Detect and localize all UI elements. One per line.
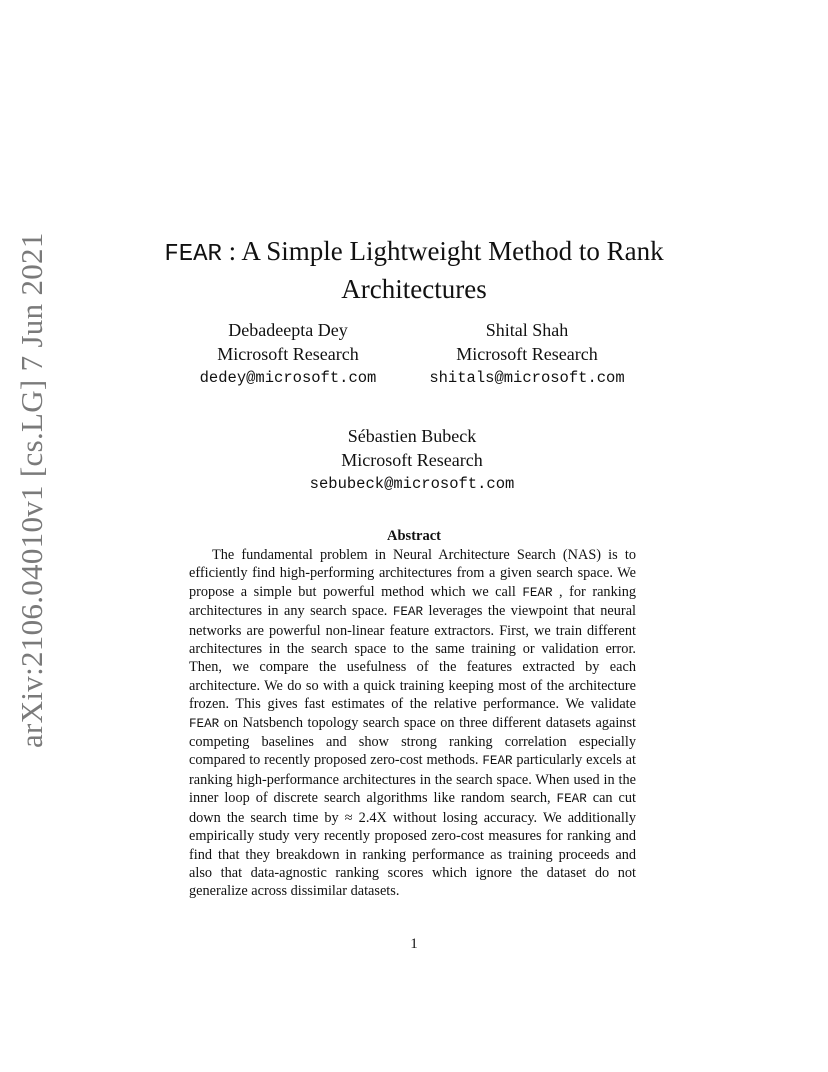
author-email[interactable]: sebubeck@microsoft.com bbox=[309, 475, 515, 493]
author-name: Debadeepta Dey bbox=[228, 320, 348, 340]
author-email[interactable]: dedey@microsoft.com bbox=[199, 369, 377, 387]
author-affiliation: Microsoft Research bbox=[217, 344, 359, 364]
author-block-1 bbox=[168, 318, 408, 390]
title-line-1-text: : A Simple Lightweight Method to Rank bbox=[221, 236, 664, 266]
abstract-text: can cut down the search time by ≈ 2.4X without losing accuracy. We additionally empirically study very recently proposed zero-cost measures for ranking and find that they breakdown in ranking performance as training proceeds and also that data-agnostic ranking scores which ignore the dataset do not generalize across dissimilar datasets. bbox=[189, 790, 636, 900]
paper-title bbox=[0, 234, 828, 306]
title-line-1 bbox=[0, 234, 828, 272]
author-affiliation: Microsoft Research bbox=[456, 344, 598, 364]
abstract-heading: Abstract bbox=[387, 528, 441, 544]
author-email[interactable]: shitals@microsoft.com bbox=[429, 369, 625, 387]
abstract-text: leverages the viewpoint that neural networks are powerful non-linear feature extractors. First, we train different architectures in the search space to the same training or validation error. Then, we compare the usefulness of the features extracted by each architecture. We do so with a quick training keeping most of the architecture frozen. This gives fast estimates of the relative performance. We validate bbox=[189, 603, 637, 713]
page-number: 1 bbox=[410, 936, 418, 952]
author-affiliation: Microsoft Research bbox=[341, 450, 483, 470]
method-name: FEAR bbox=[556, 792, 587, 807]
method-name: FEAR bbox=[189, 716, 220, 731]
abstract-body bbox=[189, 546, 636, 901]
method-name: FEAR bbox=[392, 605, 424, 620]
author-name: Sébastien Bubeck bbox=[347, 426, 477, 446]
author-block-3 bbox=[290, 424, 534, 496]
abstract-text: , for ranking architectures in any search space. bbox=[189, 583, 636, 620]
author-block-2 bbox=[405, 318, 649, 390]
abstract-text: particularly excels at ranking high-performance architectures in the search space. When used in the inner loop of discrete search algorithms like random search, bbox=[189, 752, 637, 807]
arxiv-identifier: arXiv:2106.04010v1 [cs.LG] 7 Jun 2021 bbox=[14, 232, 49, 748]
method-name: FEAR bbox=[522, 585, 553, 600]
abstract-text: on Natsbench topology search space on three different datasets against competing baselines and show strong ranking correlation especially compared to recently proposed zero-cost methods. bbox=[189, 714, 636, 769]
title-method-name: FEAR bbox=[164, 241, 222, 268]
title-line-2: Architectures bbox=[341, 274, 487, 304]
author-name: Shital Shah bbox=[485, 320, 569, 340]
abstract-text: The fundamental problem in Neural Architecture Search (NAS) is to efficiently find high-performing architectures from a given search space. We propose a simple but powerful method which we call bbox=[189, 547, 636, 600]
method-name: FEAR bbox=[482, 754, 513, 769]
